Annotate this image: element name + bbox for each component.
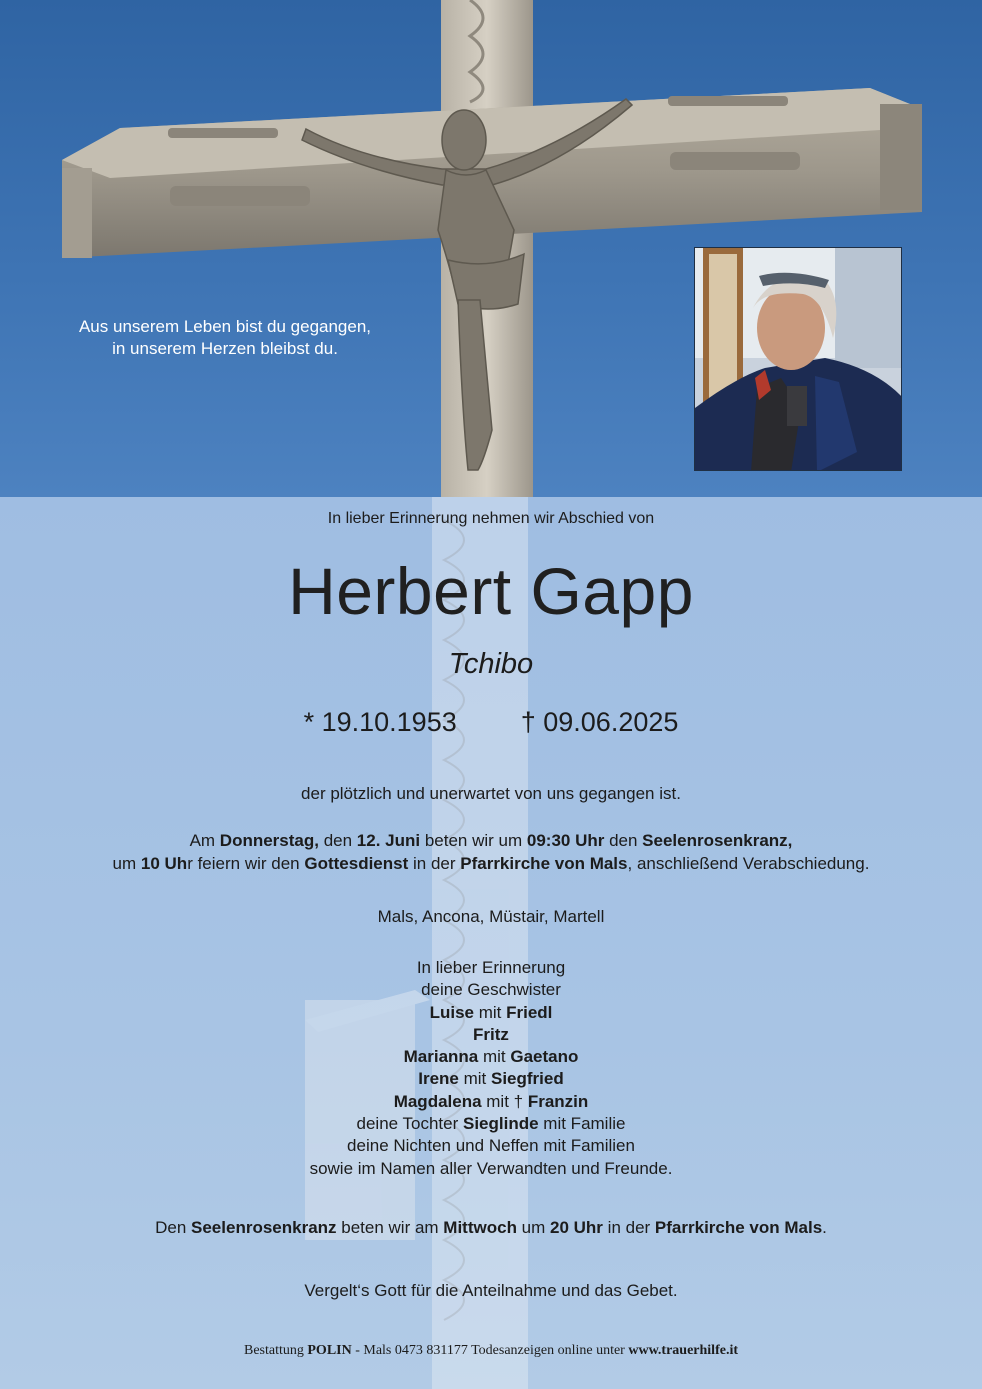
bold-text: Mittwoch bbox=[443, 1218, 517, 1237]
bold-text: Gaetano bbox=[510, 1047, 579, 1067]
text-segment: in der bbox=[602, 1218, 655, 1237]
family-line bbox=[0, 1158, 982, 1180]
text-segment: mit bbox=[474, 1002, 507, 1022]
rosary-line bbox=[0, 1218, 982, 1238]
intro-line: In lieber Erinnerung nehmen wir Abschied von bbox=[327, 510, 655, 527]
death-date: † 09.06.2025 bbox=[520, 707, 679, 737]
text-segment: um bbox=[516, 1218, 551, 1237]
family-line bbox=[0, 1091, 982, 1113]
bold-text: Irene bbox=[418, 1069, 459, 1089]
birth-date: * 19.10.1953 bbox=[303, 707, 457, 737]
text-segment: in der bbox=[408, 854, 461, 873]
funeral-home-footer bbox=[0, 1343, 982, 1359]
family-line bbox=[0, 1135, 982, 1157]
motto-line-2: in unserem Herzen bleibst du. bbox=[112, 339, 338, 358]
portrait-photo bbox=[694, 247, 902, 471]
bold-text: Seelenrosenkranz, bbox=[642, 831, 793, 850]
text-segment: , anschließend Verabschiedung. bbox=[627, 854, 870, 873]
text-segment: - Mals 0473 831177 Todesanzeigen online unter bbox=[351, 1343, 629, 1358]
text-segment: mit † bbox=[481, 1091, 528, 1111]
portrait-image bbox=[695, 248, 902, 471]
bold-text: Donnerstag, bbox=[219, 831, 319, 850]
places-line: Mals, Ancona, Müstair, Martell bbox=[377, 907, 605, 926]
text-segment: mit bbox=[458, 1069, 491, 1089]
family-line bbox=[0, 1113, 982, 1135]
bold-text: Pfarrkirche von Mals bbox=[460, 854, 628, 873]
memorial-motto bbox=[40, 316, 410, 360]
bold-text: 10 Uh bbox=[140, 854, 188, 873]
family-line bbox=[0, 1002, 982, 1024]
motto-line-1: Aus unserem Leben bist du gegangen, bbox=[78, 317, 372, 336]
bold-text: Luise bbox=[429, 1002, 474, 1022]
text-segment: In lieber Erinnerung bbox=[416, 958, 566, 977]
text-segment: den bbox=[604, 831, 643, 850]
bold-text: Fritz bbox=[473, 1024, 509, 1044]
service-line-1 bbox=[0, 829, 982, 852]
bold-text: Magdalena bbox=[393, 1091, 482, 1111]
text-segment: deine Geschwister bbox=[421, 980, 561, 1000]
bold-text: Franzin bbox=[527, 1091, 589, 1111]
bold-text: www.trauerhilfe.it bbox=[628, 1343, 739, 1358]
bold-text: 09:30 Uhr bbox=[526, 831, 605, 850]
bold-text: Friedl bbox=[506, 1002, 553, 1022]
text-segment: deine Tochter bbox=[356, 1114, 463, 1134]
text-segment: beten wir am bbox=[336, 1218, 444, 1237]
bold-text: POLIN bbox=[307, 1343, 352, 1358]
text-segment: um bbox=[112, 854, 141, 873]
announcement-text: der plötzlich und unerwartet von uns gegangen ist. bbox=[301, 784, 681, 803]
service-details bbox=[0, 829, 982, 875]
bold-text: Sieglinde bbox=[463, 1114, 539, 1134]
thanks-line: Vergelt‘s Gott für die Anteilnahme und das Gebet. bbox=[304, 1281, 678, 1300]
family-line bbox=[0, 1046, 982, 1068]
text-segment: Bestattung bbox=[243, 1343, 308, 1358]
life-dates bbox=[0, 707, 982, 738]
bold-text: 12. Juni bbox=[356, 831, 421, 850]
bold-text: Seelenrosenkranz bbox=[191, 1218, 337, 1237]
text-segment: den bbox=[318, 831, 357, 850]
text-segment: beten wir um bbox=[420, 831, 527, 850]
text-segment: mit Familie bbox=[538, 1114, 626, 1134]
bold-text: 20 Uhr bbox=[550, 1218, 603, 1237]
deceased-name: Herbert Gapp bbox=[288, 554, 694, 628]
text-segment: Den bbox=[155, 1218, 192, 1237]
bold-text: Pfarrkirche von Mals bbox=[654, 1218, 823, 1237]
bold-text: Marianna bbox=[403, 1047, 479, 1067]
text-segment: r feiern wir den bbox=[187, 854, 305, 873]
service-line-2 bbox=[0, 852, 982, 875]
family-line bbox=[0, 1024, 982, 1046]
family-line bbox=[0, 957, 982, 979]
text-segment: sowie im Namen aller Verwandten und Freunde. bbox=[309, 1158, 673, 1178]
bold-text: Siegfried bbox=[491, 1069, 564, 1089]
bold-text: Gottesdienst bbox=[304, 854, 409, 873]
text-segment: . bbox=[822, 1218, 827, 1237]
family-line bbox=[0, 1068, 982, 1090]
family-line bbox=[0, 979, 982, 1001]
deceased-nickname: Tchibo bbox=[448, 648, 534, 680]
family-list bbox=[0, 957, 982, 1180]
text-segment: deine Nichten und Neffen mit Familien bbox=[347, 1136, 635, 1156]
text-segment: Am bbox=[189, 831, 220, 850]
text-segment: mit bbox=[478, 1047, 511, 1067]
